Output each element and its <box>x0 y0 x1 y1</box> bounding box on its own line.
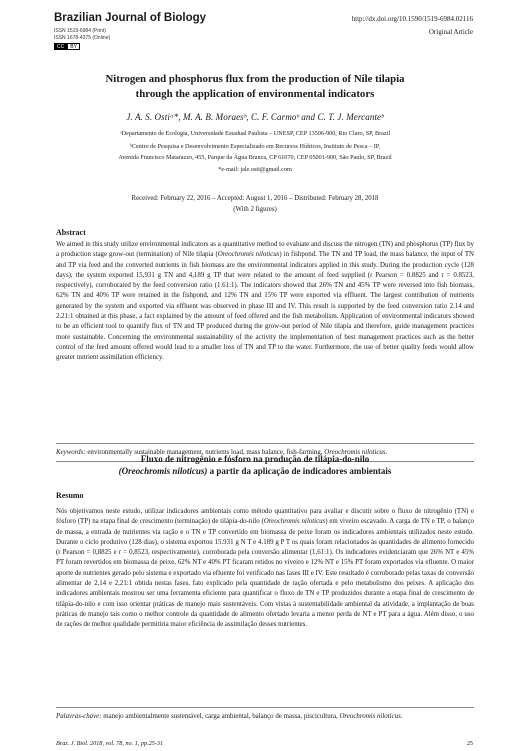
divider <box>56 707 474 708</box>
article-type: Original Article <box>428 28 473 36</box>
cc-icon: CC <box>54 43 67 50</box>
palavras-chave <box>56 712 474 722</box>
portuguese-title-species: (Oreochromis niloticus) <box>118 466 208 476</box>
affiliation-b-line-1: ᵇCentro de Pesquisa e Desenvolvimento Especializado em Recursos Hídricos, Instituto de Pesca – IP, <box>129 143 381 150</box>
figure-count: (With 2 figures) <box>233 206 277 213</box>
publication-dates: Received: February 22, 2016 – Accepted: August 1, 2016 – Distributed: February 28, 2018 <box>131 195 379 202</box>
abstract-text-part-2: ) in fishpond. The TN and TP load, the mass balance, the input of TN and TP via feed and the converted nutrients in fish biomass are the environmental indicators applied in this study. During the production cycle (128 days), the system exported 15,931 g TN and 4,189 g TP that were related to the amount of feed supplied (r Pearson = 0.8825 and r = 0.8523, respectively), corroborated by the feed conversion ratio (1.61:1). The indicators showed that 26% TN and 45% TP were reversed into fish biomass, 62% TN and 40% TP were retained in the fishpond, and 12% TN and 15% TP were exported via effluent. The largest contribution of nutrients generated by the system and exported via effluent was observed in phase III and IV. This result is supported by the feed conversion ratio 2.14 and 2.21:1 obtained at this phase, a fact explained by the amount of feed offered and the fish metabolism. Application of environmental indicators showed to be an efficient tool to quantify flux of TN and TP produced during the grow-out period of Nile tilapia and therefore, guide management practices more sustainable. Concerning the environmental sustainability of the activity the implementation of best management practices such as the better control of the feed amount offered would lead to a smaller loss of TN and TP to the water. Furthermore, the use of better quality feeds would allow greater nutrient assimilation efficiency. <box>56 251 474 362</box>
affiliation-b-line-2: Avenida Francisco Matarazzo, 455, Parque da Água Branca, CP 61070, CEP 05001-900, São Paulo, SP, Brazil <box>118 154 392 161</box>
keywords-label: Keywords: <box>56 449 86 456</box>
divider <box>56 443 474 444</box>
article-title-line-1: Nitrogen and phosphorus flux from the production of Nile tilapia <box>105 73 405 85</box>
doi-link[interactable]: http://dx.doi.org/10.1590/1519-6984.02116 <box>351 15 473 23</box>
palavras-chave-label: Palavras-chave: <box>56 713 102 720</box>
resumo-text-part-1: Nós objetivamos neste estudo, utilizar indicadores ambientais como método quantitativo para avaliar e discutir sobre o fluxo de nitrogênio (TN) e fósforo (TP) na etapa final de crescimento (terminação) de tilápia-do-nilo ( <box>56 508 474 526</box>
palavras-chave-end: . <box>400 713 403 720</box>
abstract-species-name: Oreochromis niloticus <box>217 251 280 259</box>
creative-commons-badge <box>54 43 80 50</box>
keywords-end: . <box>385 449 388 456</box>
abstract-text <box>56 240 474 364</box>
palavras-chave-text: manejo ambientalmente sustentável, carga ambiental, balanço de massa, piscicultura, <box>101 713 340 720</box>
issn-print: ISSN 1519-6984 (Print) <box>54 28 106 34</box>
affiliation-a: ᵃDepartamento de Ecologia, Universidade Estadual Paulista – UNESP, CEP 13506-900, Rio Claro, SP, Brazil <box>119 130 391 137</box>
by-icon: BY <box>67 43 80 50</box>
footer-citation: Braz. J. Biol. 2018, vol. 78, no. 1, pp.25-31 <box>56 740 164 747</box>
journal-name: Brazilian Journal of Biology <box>54 12 207 24</box>
keywords-species: Oreochromis niloticus <box>324 449 386 456</box>
resumo-species-name: Oreochromis niloticus <box>263 518 326 526</box>
abstract-heading: Abstract <box>56 228 86 237</box>
authors: J. A. S. Ostiᵃ*, M. A. B. Moraesᵇ, C. F. Carmoᵇ and C. T. J. Mercanteᵇ <box>126 112 384 122</box>
resumo-text-part-2: ) em viveiro escavado. A carga de TN e TP, o balanço de massa, a entrada de nutrientes via ração e o TN e TP convertido em biomassa de peixe foram os indicadores ambientais utilizados neste estudo. Durante o ciclo produtivo (128 dias), o sistema exportou 15.931 g N T e 4.189 g P T os quais foram relacionados às quantidades de alimento fornecido (r Pearson = 0,8825 e r = 0,8523, respectivamente), corroborada pela conversão alimentar (1,61:1). Os indicadores evidenciaram que 26% NT e 45% PT foram revertidos em biomassa de peixe, 62% NT e 40% PT ficaram retidos no viveiro e 12% NT e 15% PT foram exportados via efluente. O maior aporte de nutrientes gerado pelo sistema e exportado via efluente foi verificado nas fases III e IV. Este resultado é corroborado pelas taxas de conversão alimentar de 2,14 e 2,21:1 obtida nestas fases, fato explicado pela quantidade de ração ofertada e pelo metabolismo dos peixes. A aplicação dos indicadores ambientais mostrou ser uma ferramenta eficiente para quantificar o fluxo de TN e TP produzidos durante a etapa final de crescimento de tilápia-do-nilo e com isso orientar práticas de manejo mais sustentáveis. Com vistas à sustentabilidade ambiental da atividade, a implantação de boas práticas de manejo tais como o melhor controle da quantidade de alimento ofertado levaria a menor perda de NT e PT para a água. Além disso, o uso de rações de melhor qualidade permitiria maior eficiência de assimilação desses nutrientes. <box>56 518 475 629</box>
portuguese-title-line-1: Fluxo de nitrogênio e fósforo na produção de tilápia-do-nilo <box>140 454 370 464</box>
issn-online: ISSN 1678-4375 (Online) <box>54 35 111 41</box>
abstract-text-part-1: We aimed in this study utilize environmental indicators as a quantitative method to evaluate and discuss the nitrogen (TN) and phosphorus (TP) flux by a production stage grow-out (termination) of Nile tilapia ( <box>56 241 474 259</box>
portuguese-title-rest: a partir da aplicação de indicadores ambientais <box>207 466 392 476</box>
keywords-text: environmentally sustainable management, nutrients load, mass balance, fish-farming, <box>85 449 325 456</box>
palavras-chave-species: Oreochromis niloticus <box>339 713 401 720</box>
resumo-heading: Resumo <box>56 491 84 500</box>
resumo-text <box>56 507 474 631</box>
corresponding-email[interactable]: *e-mail: jale.osti@gmail.com <box>218 166 292 173</box>
portuguese-title-line-2 <box>40 466 470 476</box>
article-title-line-2: through the application of environmental indicators <box>135 88 375 100</box>
page-number: 25 <box>466 740 473 747</box>
